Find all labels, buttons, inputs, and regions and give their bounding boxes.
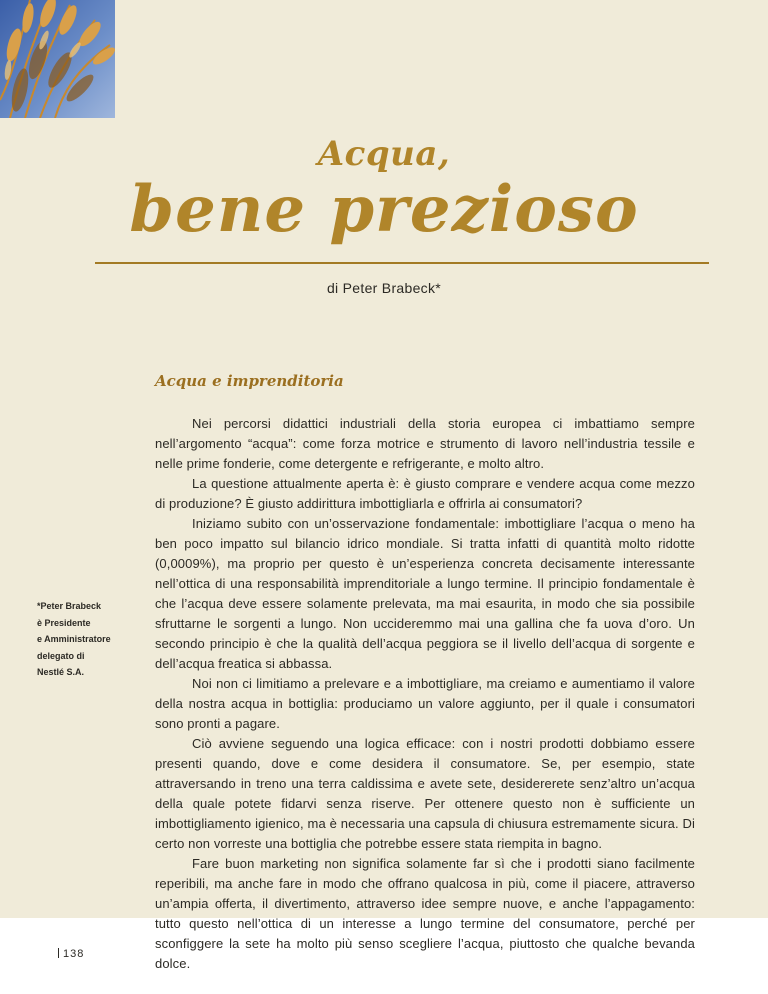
footnote-line: è Presidente <box>37 617 91 628</box>
footnote-line: e Amministratore <box>37 634 111 644</box>
page-number <box>58 948 84 960</box>
title-line-2: bene prezioso <box>129 172 639 247</box>
title-line-1: Acqua, <box>317 134 451 174</box>
paragraph: Nei percorsi didattici industriali della storia europea ci imbattiamo sempre nell’argomento “acqua”: come forza motrice e strumento di lavoro nell’industria tessile e nelle prime fonderie, come detergente e refrigerante, e molto altro. <box>155 416 695 471</box>
article-body <box>155 414 695 974</box>
paragraph: Iniziamo subito con un’osservazione fondamentale: imbottigliare l’acqua o meno ha ben poco impatto sul bilancio idrico mondiale. Si tratta infatti di quantità molto ridotte (0,0009%), ma proprio per questo è un’esperienza concreta decisamente interessante nell’ottica di una responsabilità imprenditoriale a lungo termine. Il principio fondamentale è che l’acqua deve essere solamente prelevata, ma mai esaurita, in modo che sia possibile sfruttarne le sorgenti a lungo. Non uccideremmo mai una gallina che fa uova d’oro. Un secondo principio è che la qualità dell’acqua peggiora se il livello dell’acqua di sorgente e dell’acqua freatica si abbassa. <box>155 516 695 671</box>
wheat-photo <box>0 0 115 118</box>
footnote-line: *Peter Brabeck <box>37 601 102 611</box>
title-rule <box>95 262 709 264</box>
paragraph: Fare buon marketing non significa solamente far sì che i prodotti siano facilmente reperibili, ma anche fare in modo che offrano qualcosa in più, come il piacere, attraverso un’ampia offerta, il divertimento, attraverso idee sempre nuove, e anche l’appagamento: tutto questo nell’ottica di un interesse a lungo termine del consumatore, perché per sconfiggere la sete ha molto più senso scegliere l’acqua, piuttosto che qualche bevanda dolce. <box>155 856 695 971</box>
page-number-text: 138 <box>63 948 85 960</box>
footnote-line: Nestlé S.A. <box>37 667 85 677</box>
paragraph: La questione attualmente aperta è: è giusto comprare e vendere acqua come mezzo di produzione? È giusto addirittura imbottigliarla e offrirla ai consumatori? <box>155 476 695 511</box>
section-heading: Acqua e imprenditoria <box>155 372 344 390</box>
paragraph: Ciò avviene seguendo una logica efficace: con i nostri prodotti dobbiamo essere presenti quando, dove e come desidera il consumatore. Se, per esempio, state attraversando in treno una terra caldissima e avete sete, desidererete senz’altro un’acqua della quale potete fidarvi senza riserve. Per ottenere questo non è sufficiente un imbottigliamento igienico, ma è necessaria una capsula di chiusura estremamente sicura. Di certo non vorreste una bottiglia che potrebbe essere stata riempita in bagno. <box>155 736 695 851</box>
paragraph: Noi non ci limitiamo a prelevare e a imbottigliare, ma creiamo e aumentiamo il valore della nostra acqua in bottiglia: produciamo un valore aggiunto, per il quale i consumatori sono pronti a pagare. <box>155 676 695 731</box>
byline: di Peter Brabeck* <box>326 280 442 296</box>
footnote-line: delegato di <box>37 650 85 661</box>
author-footnote <box>37 598 127 681</box>
